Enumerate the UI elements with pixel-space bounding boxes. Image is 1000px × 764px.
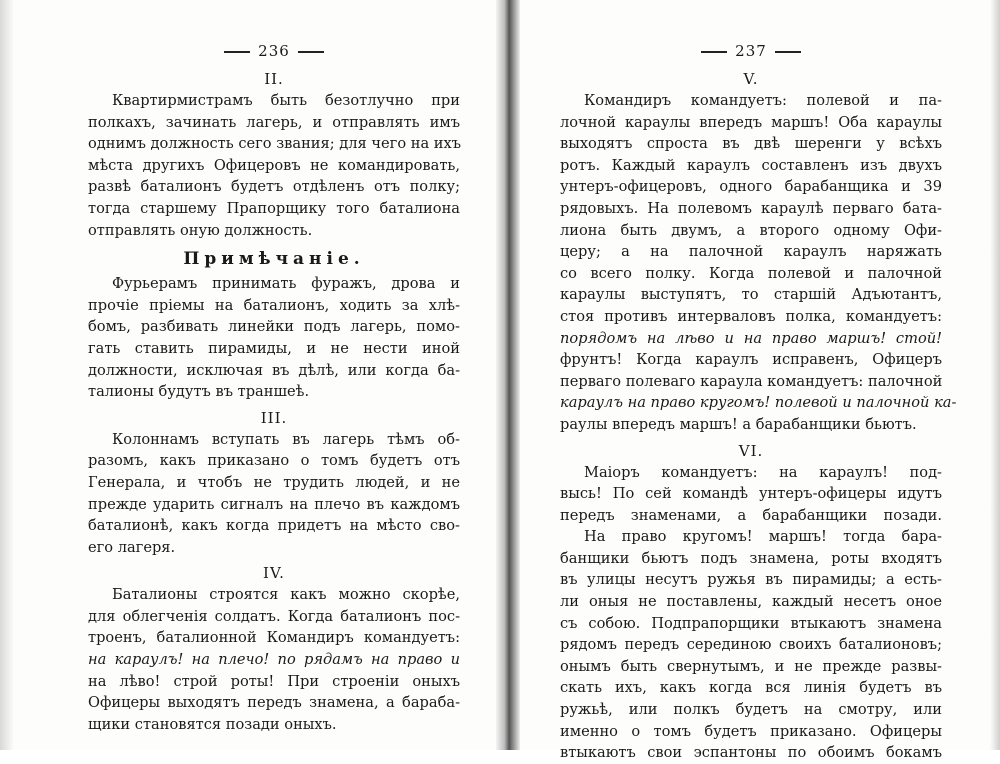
text-line: Колоннамъ вступать въ лагерь тѣмъ об- [112, 430, 460, 448]
section-3-text [88, 429, 460, 559]
section-heading-4: IV. [263, 564, 285, 583]
text-line: отправлять оную должность. [88, 221, 313, 239]
text-line: ротъ. Каждый караулъ составленъ изъ двухъ [560, 156, 942, 174]
section-6-text [560, 462, 942, 764]
text-line: талионы будутъ въ траншеѣ. [88, 383, 310, 401]
text-line: однимъ должность сего звания; для чего на ихъ [88, 135, 462, 153]
text-line: рядовыхъ. На полевомъ караулѣ перваго бата- [560, 199, 942, 217]
right-page-edge [990, 0, 1000, 750]
text-line: полкахъ, зачинать лагерь, и отправлять имъ [88, 113, 460, 131]
text-line: онымъ быть свернутымъ, и не прежде развы- [560, 657, 942, 675]
text-line: лиона быть двумъ, а второго одному Офи- [560, 221, 942, 239]
text-line: Командиръ командуетъ: полевой и па- [584, 92, 942, 109]
section-4-text [88, 584, 460, 735]
left-page-edge [0, 0, 14, 750]
note-heading: Примѣчанiе. [183, 249, 365, 270]
text-line: ружьѣ, или полкъ будетъ на смотру, или [560, 701, 942, 719]
right-page [560, 38, 957, 764]
text-line: троенъ, баталионной Командиръ командуетъ: [88, 629, 460, 647]
text-line: скать ихъ, какъ когда вся линiя будетъ въ [560, 679, 942, 697]
text-line: тогда старшему Прапорщику того баталиона [88, 199, 460, 217]
section-heading-5: V. [743, 70, 759, 88]
text-line: его лагеря. [88, 538, 176, 556]
text-line: выходятъ спроста въ двѣ шеренги у всѣхъ [560, 135, 942, 153]
text-line: фрунтъ! Когда караулъ исправенъ, Офицеръ [560, 351, 942, 369]
text-line: караулы выступятъ, то старшiй Адъютантъ, [560, 286, 942, 304]
note-text [88, 273, 460, 403]
text-line: должности, исключая въ дѣлѣ, или когда ба- [88, 361, 460, 379]
text-line: втыкаютъ свои эспантоны по обоимъ бокамъ [560, 744, 942, 762]
text-line: для облегченiя солдатъ. Когда баталионъ пос- [88, 607, 460, 625]
text-line: гать ставить пирамиды, и не нести иной [88, 339, 460, 357]
text-line: мѣста другихъ Офицеровъ не командировать, [88, 156, 460, 174]
text-line: Офицеры выходятъ передъ знамена, а бараба- [88, 694, 460, 712]
text-line: Баталионы строятся какъ можно скорѣе, [112, 586, 460, 604]
text-line: въ улицы несутъ ружья въ пирамиды; а есть- [560, 571, 942, 589]
text-line: порядомъ на лѣво и на право маршъ! стой! [560, 329, 942, 347]
section-heading-6: VI. [738, 441, 764, 460]
text-line: баталионѣ, какъ когда придетъ на мѣсто сво- [88, 517, 460, 535]
text-line: прежде ударить сигналъ на плечо въ каждомъ [88, 495, 460, 513]
text-line: передъ знаменами, а барабанщики позади. [560, 506, 942, 524]
text-line: Маiоръ командуетъ: на караулъ! под- [584, 463, 942, 481]
text-line: именно о томъ будетъ приказано. Офицеры [560, 722, 942, 740]
text-line: щики становятся позади оныхъ. [88, 715, 337, 733]
text-line: бомъ, разбивать линейки подъ лагерь, помо- [88, 318, 460, 336]
text-line: ли оныя не поставлены, каждый несетъ оное [560, 593, 942, 611]
text-line: лочной караулы впередъ маршъ! Оба караулы [560, 113, 942, 131]
section-heading-2: II. [264, 70, 284, 88]
text-line: со всего полку. Когда полевой и палочной [560, 264, 942, 282]
section-5-text [560, 90, 957, 436]
text-line: прочiе прiемы на баталионъ, ходить за хлѣ- [88, 296, 460, 314]
text-line: рядомъ передъ серединою своихъ баталионовъ; [560, 636, 942, 654]
text-line: высь! По сей командѣ унтеръ-офицеры идутъ [560, 485, 942, 503]
text-line: На право кругомъ! маршъ! тогда бара- [584, 528, 942, 546]
text-line: перваго полеваго караула командуетъ: палочной [560, 372, 943, 390]
section-heading-3: III. [260, 408, 288, 427]
text-line: раулы впередъ маршъ! а барабанщики бьютъ. [560, 415, 917, 433]
section-2-text [88, 90, 460, 241]
text-line: на лѣво! строй роты! При строенiи оныхъ [88, 672, 460, 690]
text-line: разомъ, какъ приказано о томъ будетъ отъ [88, 452, 460, 470]
text-line: съ собою. Подпрапорщики втыкаютъ знамена [560, 614, 942, 632]
text-line: Фурьерамъ принимать фуражъ, дрова и [112, 275, 460, 293]
text-line: Генерала, и чтобъ не трудить людей, и не [88, 473, 460, 491]
text-line: унтеръ-офицеровъ, одного барабанщика и 39 [560, 178, 942, 196]
text-line: банщики бьютъ подъ знамена, роты входятъ [560, 549, 942, 567]
text-line: Квартирмистрамъ быть безотлучно при [112, 92, 460, 109]
text-line: развѣ баталионъ будетъ отдѣленъ отъ полку; [88, 178, 460, 196]
text-line: на караулъ! на плечо! по рядамъ на право и [88, 651, 460, 669]
text-line: церу; а на палочной караулъ наряжать [560, 243, 942, 261]
left-page [88, 38, 460, 735]
page-number-right: 237 [560, 38, 942, 64]
page-number-left: 236 [88, 38, 460, 64]
text-line: караулъ на право кругомъ! полевой и палочной ка- [560, 394, 957, 412]
text-line: стоя противъ интерваловъ полка, командуетъ: [560, 307, 942, 325]
book-gutter [496, 0, 520, 750]
